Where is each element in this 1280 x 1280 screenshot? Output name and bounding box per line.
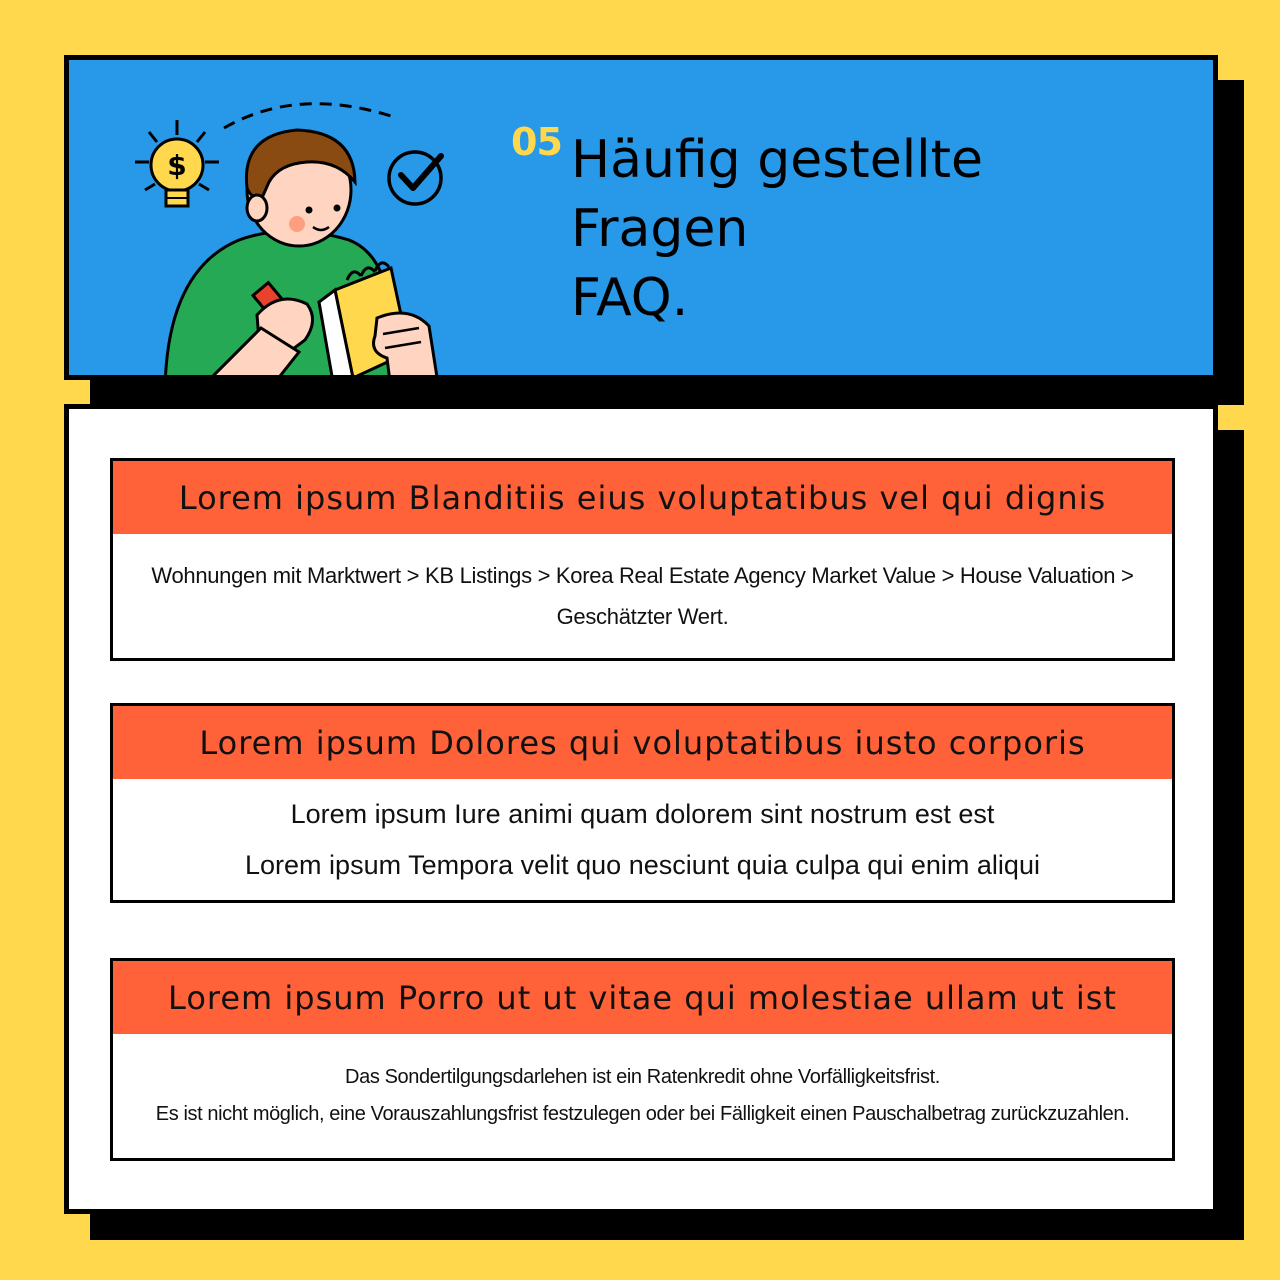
faq-answer-line: Es ist nicht möglich, eine Vorauszahlungsfrist festzulegen oder bei Fälligkeit einen Pauschalbetrag zurückzuzahlen. <box>155 1103 1130 1125</box>
title-line: Fragen <box>571 199 749 259</box>
svg-text:$: $ <box>167 149 187 182</box>
faq-item <box>110 703 1175 903</box>
title-line: Häufig gestellte <box>571 130 983 190</box>
faq-item <box>110 958 1175 1161</box>
faq-question: Lorem ipsum Porro ut ut vitae qui molestiae ullam ut ist <box>113 961 1172 1034</box>
person-with-notepad-illustration <box>129 90 469 380</box>
faq-answer-line: Lorem ipsum Tempora velit quo nesciunt quia culpa qui enim aliqui <box>245 849 1040 880</box>
title-line: FAQ. <box>571 268 689 328</box>
page-title <box>571 126 983 333</box>
faq-item <box>110 458 1175 661</box>
faq-answer-line: Lorem ipsum Iure animi quam dolorem sint nostrum est est <box>290 798 995 829</box>
section-number: 05 <box>511 120 562 164</box>
checkmark-circle-icon <box>389 152 441 204</box>
lightbulb-dollar-icon <box>135 120 219 206</box>
header-banner <box>64 55 1218 380</box>
faq-answer <box>113 534 1172 658</box>
faq-answer <box>113 779 1172 900</box>
faq-answer-line: Geschätzter Wert. <box>556 604 729 629</box>
faq-panel <box>64 404 1218 1214</box>
faq-answer-line: Das Sondertilgungsdarlehen ist ein Ratenkredit ohne Vorfälligkeitsfrist. <box>345 1066 940 1088</box>
faq-answer-line: Wohnungen mit Marktwert > KB Listings > Korea Real Estate Agency Market Value > House Valuation > <box>151 563 1134 588</box>
faq-answer <box>113 1034 1172 1158</box>
faq-question: Lorem ipsum Dolores qui voluptatibus iusto corporis <box>113 706 1172 779</box>
faq-question: Lorem ipsum Blanditiis eius voluptatibus vel qui dignis <box>113 461 1172 534</box>
